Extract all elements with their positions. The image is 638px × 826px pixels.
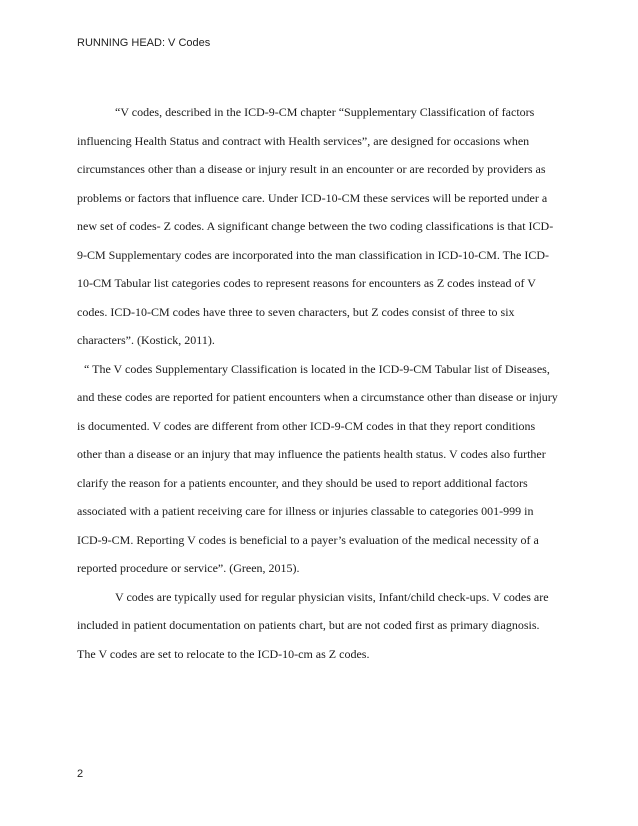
paragraph-v-codes-overview: “V codes, described in the ICD-9-CM chapter “Supplementary Classification of factors influencing Health Status and contract with Health services”, are designed for occasions when circumstances other than a disease or injury result in an encounter or are recorded by providers as problems or factors that influence care. Under ICD-10-CM these services will be reported under a new set of codes- Z codes. A significant change between the two coding classifications is that ICD-9-CM Supplementary codes are incorporated into the man classification in ICD-10-CM. The ICD-10-CM Tabular list categories codes to represent reasons for encounters as Z codes instead of V codes. ICD-10-CM codes have three to seven characters, but Z codes consist of three to six characters”. (Kostick, 2011).	[77, 105, 554, 347]
body-text	[77, 98, 559, 668]
paragraph-v-codes-usage: V codes are typically used for regular physician visits, Infant/child check-ups. V codes are included in patient documentation on patients chart, but are not coded first as primary diagnosis. The V codes are set to relocate to the ICD-10-cm as Z codes.	[77, 589, 549, 661]
running-head: RUNNING HEAD: V Codes	[77, 37, 211, 49]
paragraph-v-codes-supplementary: “ The V codes Supplementary Classification is located in the ICD-9-CM Tabular list of Diseases, and these codes are reported for patient encounters when a circumstance other than disease or injury is documented. V codes are different from other ICD-9-CM codes in that they report conditions other than a disease or an injury that may influence the patients health status. V codes also further clarify the reason for a patients encounter, and they should be used to report additional factors associated with a patient receiving care for illness or injuries classable to categories 001-999 in ICD-9-CM. Reporting V codes is beneficial to a payer’s evaluation of the medical necessity of a reported procedure or service”. (Green, 2015).	[77, 361, 558, 575]
page-number: 2	[77, 768, 84, 780]
